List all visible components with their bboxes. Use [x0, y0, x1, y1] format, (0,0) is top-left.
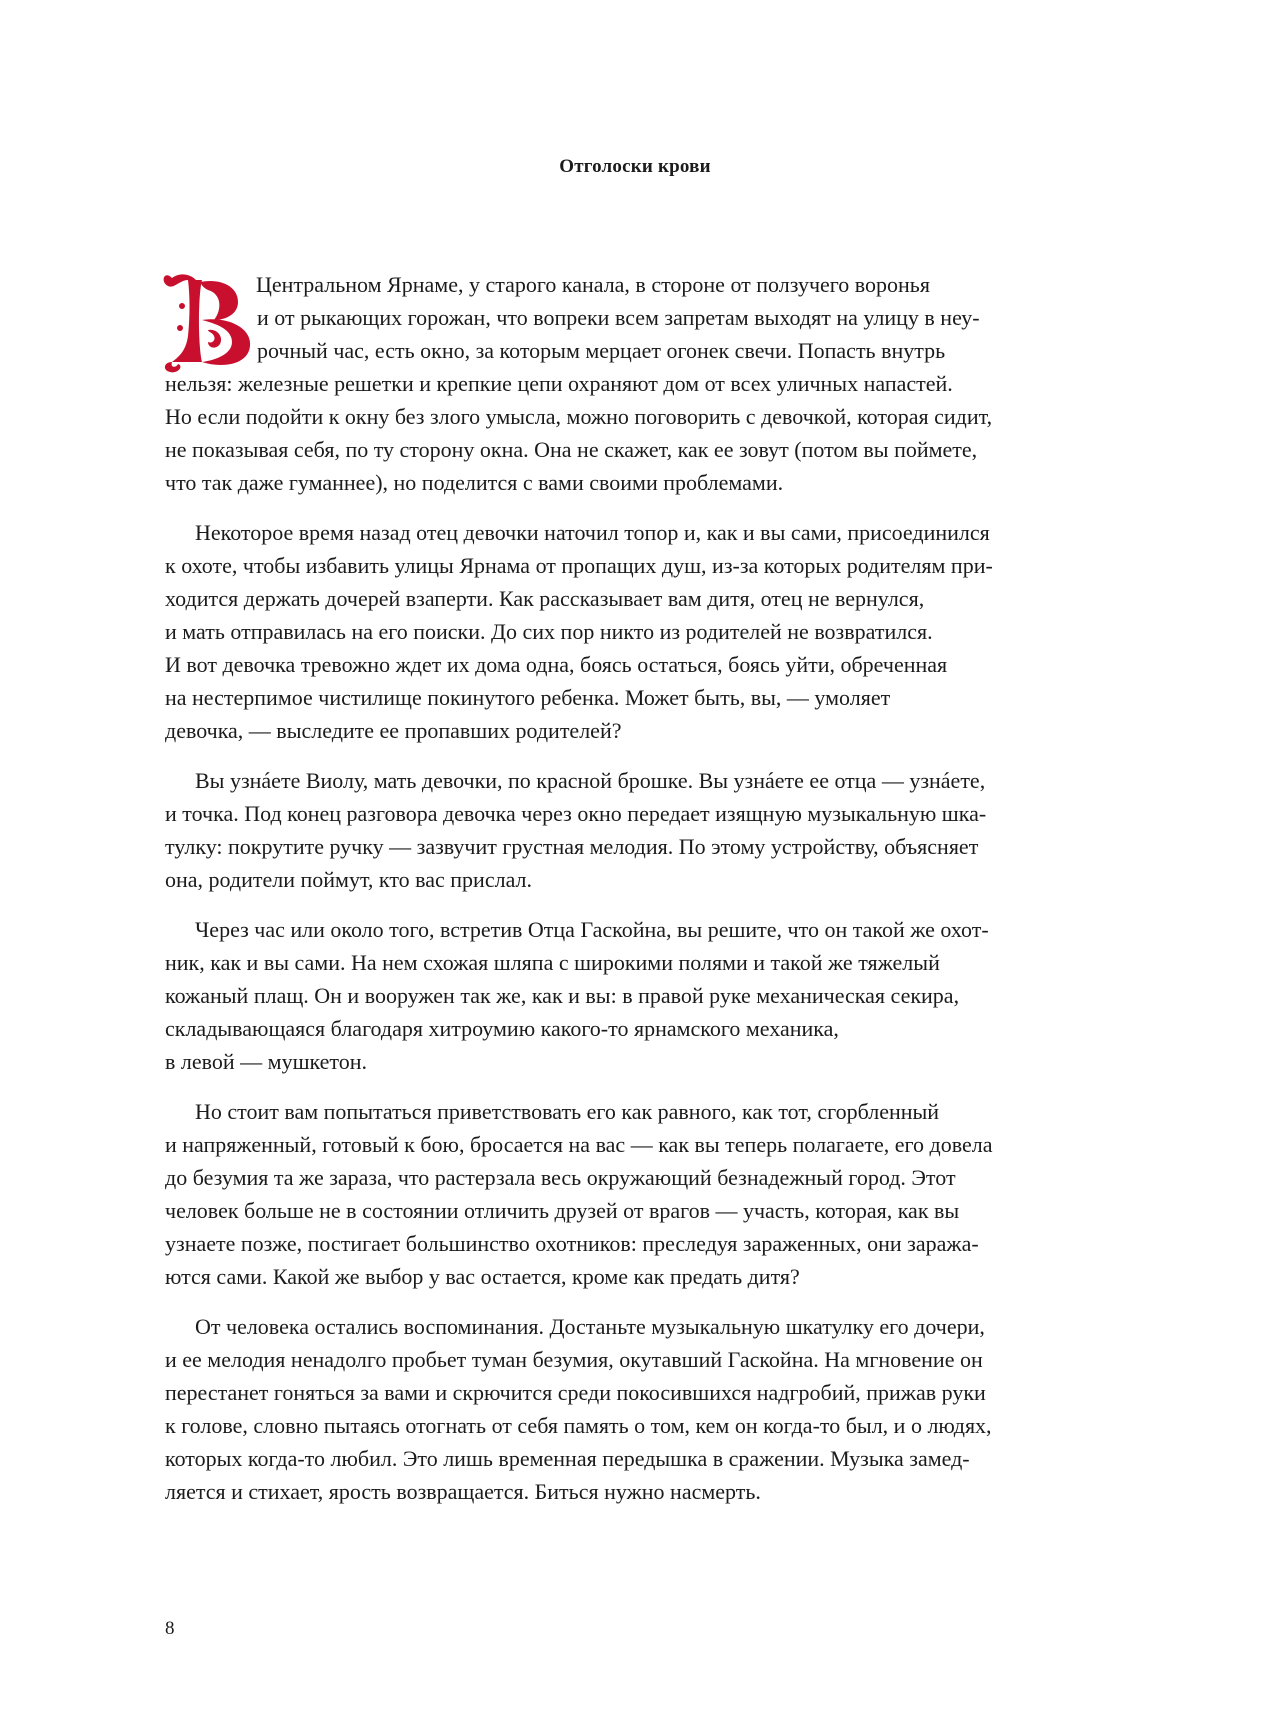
text-line: Вы узнáете Виолу, мать девочки, по красной брошке. Вы узнáете ее отца — узнáете, — [195, 768, 986, 793]
text-line: нельзя: железные решетки и крепкие цепи охраняют дом от всех уличных напастей. — [165, 371, 953, 396]
paragraph-2 — [165, 516, 1110, 747]
text-line: От человека остались воспоминания. Достаньте музыкальную шкатулку его дочери, — [195, 1314, 985, 1339]
text-line: тулку: покрутите ручку — зазвучит грустная мелодия. По этому устройству, объясняет — [165, 834, 979, 859]
paragraph-3 — [165, 764, 1110, 896]
text-line: кожаный плащ. Он и вооружен так же, как и вы: в правой руке механическая секира, — [165, 983, 960, 1008]
text-line: и напряженный, готовый к бою, бросается на вас — как вы теперь полагаете, его довела — [165, 1132, 993, 1157]
text-line: которых когда-то любил. Это лишь временная передышка в сражении. Музыка замед- — [165, 1446, 970, 1471]
text-line: и ее мелодия ненадолго пробьет туман безумия, окутавший Гаскойна. На мгновение он — [165, 1347, 983, 1372]
article-body — [165, 268, 1110, 1525]
text-line: и от рыкающих горожан, что вопреки всем запретам выходят на улицу в неу- — [257, 305, 980, 330]
text-line: в левой — мушкетон. — [165, 1049, 368, 1074]
text-line: к голове, словно пытаясь отогнать от себя память о том, кем он когда-то был, и о людях, — [165, 1413, 992, 1438]
text-line: Через час или около того, встретив Отца Гаскойна, вы решите, что он такой же охот- — [195, 917, 989, 942]
text-line: Но если подойти к окну без злого умысла, можно поговорить с девочкой, которая сидит, — [165, 404, 993, 429]
text-line: до безумия та же зараза, что растерзала весь окружающий безнадежный город. Этот — [165, 1165, 956, 1190]
text-line: Центральном Ярнаме, у старого канала, в стороне от ползучего воронья — [256, 272, 930, 297]
text-line: к охоте, чтобы избавить улицы Ярнама от пропащих душ, из-за которых родителям при- — [165, 553, 993, 578]
text-line: она, родители поймут, кто вас прислал. — [165, 867, 533, 892]
text-line: рочный час, есть окно, за которым мерцает огонек свечи. Попасть внутрь — [257, 338, 946, 363]
paragraph-1 — [165, 268, 1110, 499]
text-line: ник, как и вы сами. На нем схожая шляпа с широкими полями и такой же тяжелый — [165, 950, 940, 975]
paragraph-5 — [165, 1095, 1110, 1293]
text-line: человек больше не в состоянии отличить друзей от врагов — участь, которая, как вы — [165, 1198, 960, 1223]
page-number: 8 — [165, 1618, 175, 1639]
paragraph-6 — [165, 1310, 1110, 1508]
text-line: ляется и стихает, ярость возвращается. Биться нужно насмерть. — [165, 1479, 761, 1504]
text-line: Некоторое время назад отец девочки наточил топор и, как и вы сами, присоединился — [195, 520, 990, 545]
text-line: перестанет гоняться за вами и скрючится среди покосившихся надгробий, прижав руки — [165, 1380, 986, 1405]
text-line: не показывая себя, по ту сторону окна. Она не скажет, как ее зовут (потом вы поймете, — [165, 437, 978, 462]
text-line: узнаете позже, постигает большинство охотников: преследуя зараженных, они заража- — [165, 1231, 979, 1256]
text-line: И вот девочка тревожно ждет их дома одна, боясь остаться, боясь уйти, обреченная — [165, 652, 948, 677]
paragraph-4 — [165, 913, 1110, 1078]
text-line: и мать отправилась на его поиски. До сих пор никто из родителей не возвратился. — [165, 619, 933, 644]
text-line: и точка. Под конец разговора девочка через окно передает изящную музыкальную шка- — [165, 801, 987, 826]
text-line: ются сами. Какой же выбор у вас остается, кроме как предать дитя? — [165, 1264, 800, 1289]
text-line: что так даже гуманнее), но поделится с вами своими проблемами. — [165, 470, 784, 495]
text-line: ходится держать дочерей взаперти. Как рассказывает вам дитя, отец не вернулся, — [165, 586, 925, 611]
text-line: складывающаяся благодаря хитроумию какого-то ярнамского механика, — [165, 1016, 839, 1041]
text-line: на нестерпимое чистилище покинутого ребенка. Может быть, вы, — умоляет — [165, 685, 891, 710]
running-title: Отголоски крови — [559, 156, 711, 177]
text-line: Но стоит вам попытаться приветствовать его как равного, как тот, сгорбленный — [195, 1099, 940, 1124]
text-line: девочка, — выследите ее пропавших родителей? — [165, 718, 622, 743]
